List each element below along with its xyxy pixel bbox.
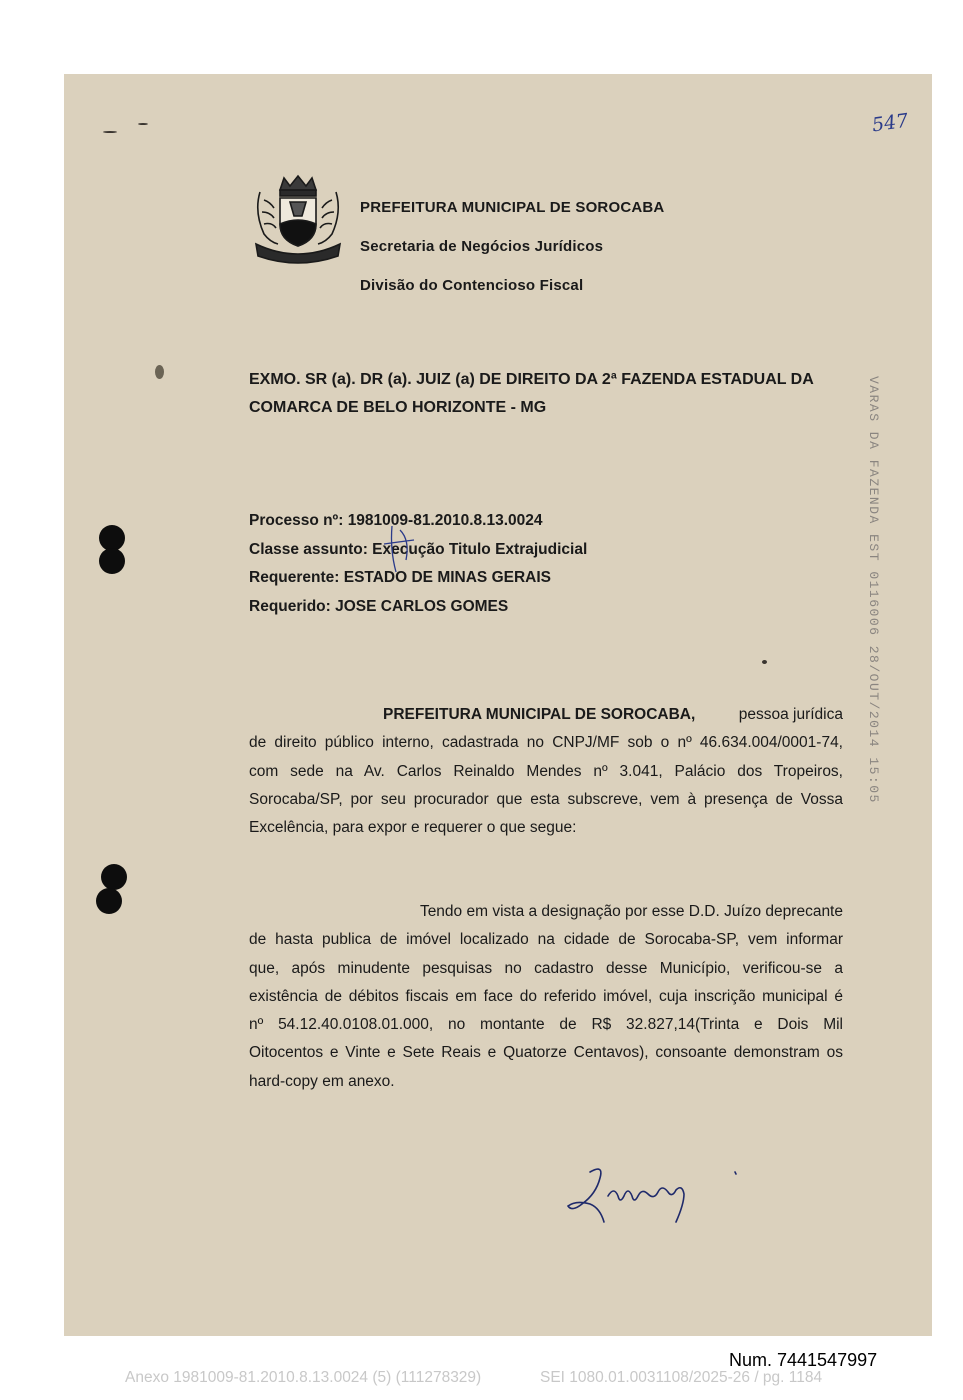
paragraph-line: existência de débitos fiscais em face do referido imóvel, cuja inscrição municipal é (249, 987, 843, 1005)
company-name: PREFEITURA MUNICIPAL DE SOROCABA, (383, 706, 696, 723)
process-number: Processo nº: 1981009-81.2010.8.13.0024 (249, 512, 543, 529)
paragraph-line: nº 54.12.40.0108.01.000, no montante de R$ 32.827,14(Trinta e Dois Mil (249, 1016, 843, 1034)
process-plaintiff: Requerente: ESTADO DE MINAS GERAIS (249, 569, 552, 586)
paragraph-line: Oitocentos e Vinte e Sete Reais e Quatorze Centavos), consoante demonstram os (249, 1044, 843, 1062)
paragraph-line: que, após minudente pesquisas no cadastro desse Município, verificou-se a (249, 959, 843, 977)
letterhead-secretariat: Secretaria de Negócios Jurídicos (360, 238, 604, 255)
handwritten-page-number: 547 (870, 109, 910, 137)
paragraph-line: de direito público interno, cadastrada no CNPJ/MF sob o nº 46.634.004/0001-74, (249, 734, 843, 752)
paragraph-line: de hasta publica de imóvel localizado na cidade de Sorocaba-SP, vem informar (249, 931, 843, 949)
handwritten-mark (370, 520, 430, 580)
punch-hole-icon (101, 864, 127, 890)
letterhead-division: Divisão do Contencioso Fiscal (360, 277, 584, 294)
document-number: Num. 7441547997 (729, 1350, 878, 1370)
paragraph-first-line: Tendo em vista a designação por esse D.D. Juízo deprecante (419, 903, 843, 920)
scan-speck (762, 660, 767, 664)
municipal-crest-icon (250, 172, 346, 264)
scan-speck (138, 123, 148, 125)
paragraph-line (249, 701, 843, 729)
footer-sei-reference: SEI 1080.01.0031108/2025-26 / pg. 1184 (540, 1369, 823, 1386)
paragraph-line: Excelência, para expor e requerer o que segue: (249, 819, 577, 837)
addressee-line: EXMO. SR (a). DR (a). JUIZ (a) DE DIREITO DA 2ª FAZENDA ESTADUAL DA (249, 371, 814, 388)
signature-image (560, 1160, 750, 1240)
paragraph-body (249, 898, 843, 1096)
paragraph-line: com sede na Av. Carlos Reinaldo Mendes nº 3.041, Palácio dos Tropeiros, (249, 762, 843, 780)
paragraph-line: hard-copy em anexo. (249, 1072, 395, 1090)
paragraph-line-end: pessoa jurídica (738, 706, 843, 723)
scan-speck (155, 365, 164, 379)
process-defendant: Requerido: JOSE CARLOS GOMES (249, 598, 509, 615)
footer-attachment: Anexo 1981009-81.2010.8.13.0024 (5) (111278329) (125, 1369, 482, 1386)
punch-hole-icon (99, 548, 125, 574)
scan-speck (103, 131, 117, 133)
process-class: Classe assunto: Execução Titulo Extrajudicial (249, 541, 588, 558)
paragraph-intro (249, 701, 843, 842)
letterhead-org: PREFEITURA MUNICIPAL DE SOROCABA (360, 199, 665, 216)
addressee-line: COMARCA DE BELO HORIZONTE - MG (249, 399, 547, 416)
addressee (249, 366, 845, 422)
punch-hole-icon (96, 888, 122, 914)
receipt-stamp: VARAS DA FAZENDA EST 0116006 28/OUT/2014 15:05 (866, 376, 881, 804)
paragraph-line (249, 898, 843, 926)
paragraph-line: Sorocaba/SP, por seu procurador que esta subscreve, vem à presença de Vossa (249, 790, 843, 808)
